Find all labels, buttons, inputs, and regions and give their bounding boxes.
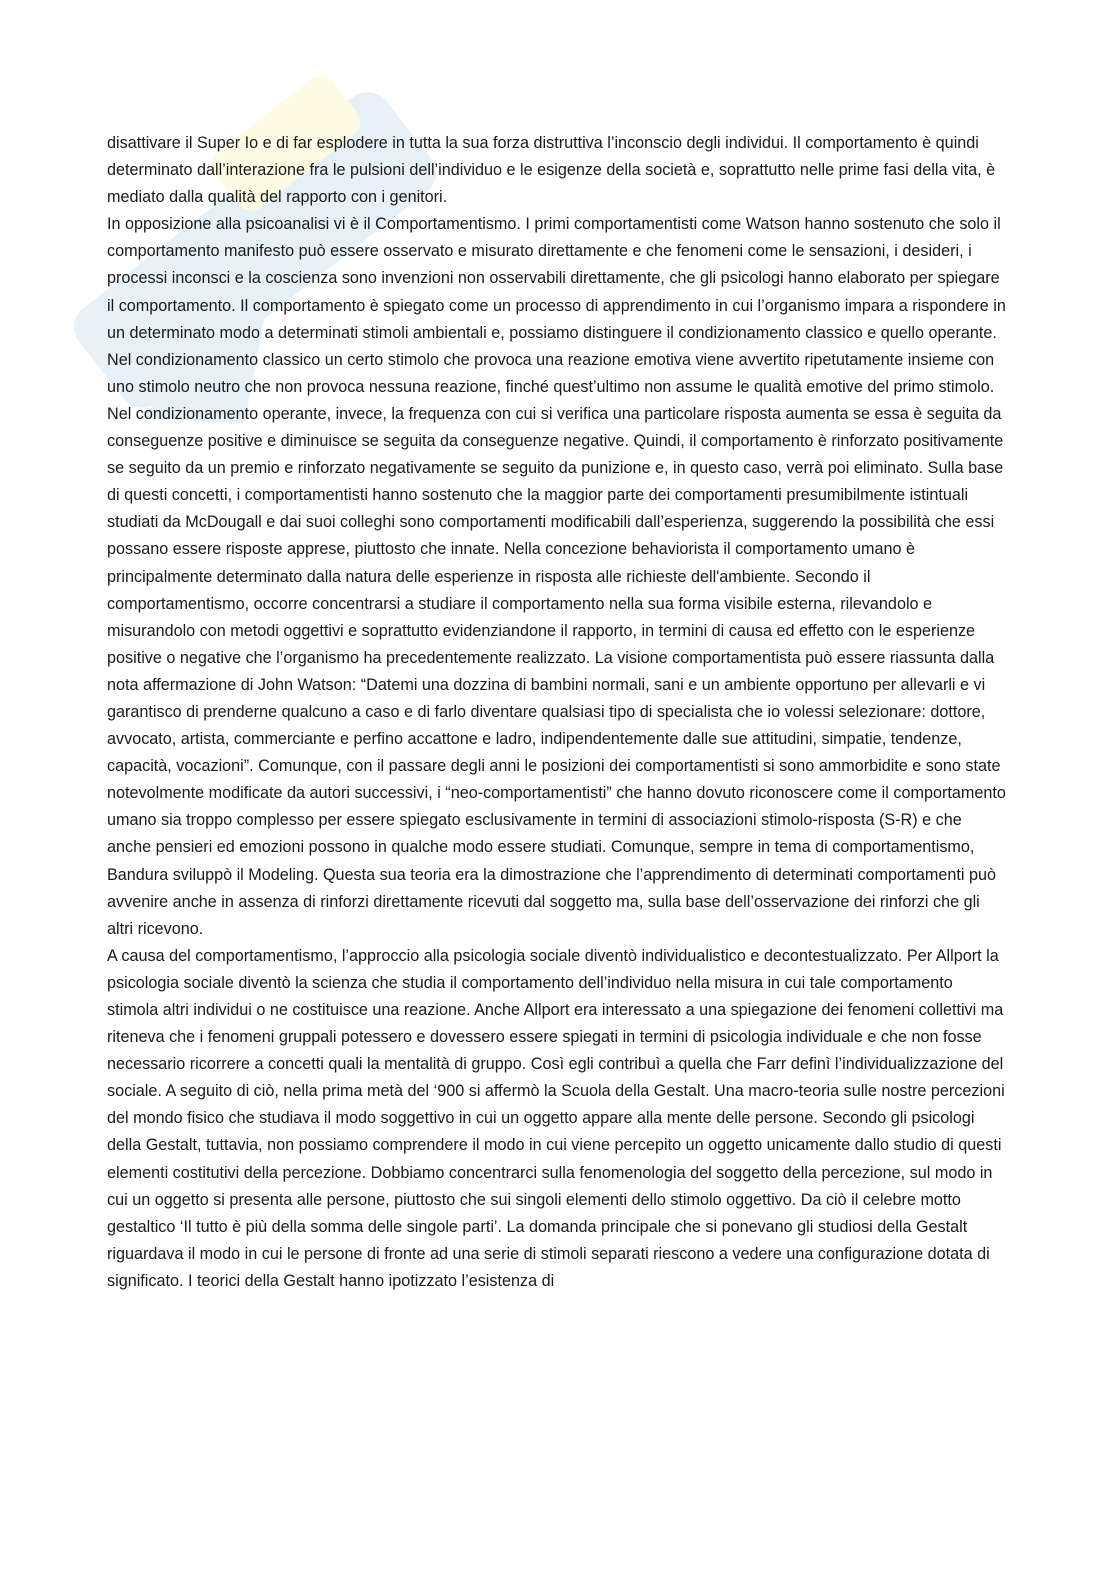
document-body xyxy=(107,130,1007,1295)
paragraph-3: A causa del comportamentismo, l’approccio alla psicologia sociale diventò individualistico e decontestualizzato. Per Allport la psicologia sociale diventò la scienza che studia il comportamento dell’individuo nella misura in cui tale comportamento stimola altri individui o ne costituisce una reazione. Anche Allport era interessato a una spiegazione dei fenomeni collettivi ma riteneva che i fenomeni gruppali potessero e dovessero essere spiegati in termini di psicologia individuale e che non fosse necessario ricorrere a concetti quali la mentalità di gruppo. Così egli contribuì a quella che Farr definì l’individualizzazione del sociale. A seguito di ciò, nella prima metà del ‘900 si affermò la Scuola della Gestalt. Una macro-teoria sulle nostre percezioni del mondo fisico che studiava il modo soggettivo in cui un oggetto appare alla mente delle persone. Secondo gli psicologi della Gestalt, tuttavia, non possiamo comprendere il modo in cui viene percepito un oggetto unicamente dallo studio di questi elementi costitutivi della percezione. Dobbiamo concentrarci sulla fenomenologia del soggetto della percezione, sul modo in cui un oggetto si presenta alle persone, piuttosto che sui singoli elementi dello stimolo oggettivo. Da ciò il celebre motto gestaltico ‘Il tutto è più della somma delle singole parti’. La domanda principale che si ponevano gli studiosi della Gestalt riguardava il modo in cui le persone di fronte ad una serie di stimoli separati riescono a vedere una configurazione dotata di significato. I teorici della Gestalt hanno ipotizzato l’esistenza di xyxy=(107,946,1005,1290)
paragraph-1: disattivare il Super Io e di far esplodere in tutta la sua forza distruttiva l’inconscio degli individui. Il comportamento è quindi determinato dall’interazione fra le pulsioni dell’individuo e le esigenze della società e, soprattutto nelle prime fasi della vita, è mediato dalla qualità del rapporto con i genitori. xyxy=(107,134,996,207)
paragraph-2: In opposizione alla psicoanalisi vi è il Comportamentismo. I primi comportamentisti come Watson hanno sostenuto che solo il comportamento manifesto può essere osservato e misurato direttamente e che fenomeni come le sensazioni, i desideri, i processi inconsci e la coscienza sono invenzioni non osservabili direttamente, che gli psicologi hanno elaborato per spiegare il comportamento. Il comportamento è spiegato come un processo di apprendimento in cui l’organismo impara a rispondere in un determinato modo a determinati stimoli ambientali e, possiamo distinguere il condizionamento classico e quello operante. Nel condizionamento classico un certo stimolo che provoca una reazione emotiva viene avvertito ripetutamente insieme con uno stimolo neutro che non provoca nessuna reazione, finché quest’ultimo non assume le qualità emotive del primo stimolo. Nel condizionamento operante, invece, la frequenza con cui si verifica una particolare risposta aumenta se essa è seguita da conseguenze positive e diminuisce se seguita da conseguenze negative. Quindi, il comportamento è rinforzato positivamente se seguito da un premio e rinforzato negativamente se seguito da punizione e, in questo caso, verrà poi eliminato. Sulla base di questi concetti, i comportamentisti hanno sostenuto che la maggior parte dei comportamenti presumibilmente istintuali studiati da McDougall e dai suoi colleghi sono comportamenti modificabili dall’esperienza, suggerendo la possibilità che essi possano essere risposte apprese, piuttosto che innate. Nella concezione behaviorista il comportamento umano è principalmente determinato dalla natura delle esperienze in risposta alle richieste dell'ambiente. Secondo il comportamentismo, occorre concentrarsi a studiare il comportamento nella sua forma visibile esterna, rilevandolo e misurandolo con metodi oggettivi e soprattutto evidenziandone il rapporto, in termini di causa ed effetto con le esperienze positive o negative che l’organismo ha precedentemente realizzato. La visione comportamentista può essere riassunta dalla nota affermazione di John Watson: “Datemi una dozzina di bambini normali, sani e un ambiente opportuno per allevarli e vi garantisco di prenderne qualcuno a caso e di farlo diventare qualsiasi tipo di specialista che io volessi selezionare: dottore, avvocato, artista, commerciante e perfino accattone e ladro, indipendentemente dalle sue attitudini, simpatie, tendenze, capacità, vocazioni”. Comunque, con il passare degli anni le posizioni dei comportamentisti si sono ammorbidite e sono state notevolmente modificate da autori successivi, i “neo-comportamentisti” che hanno dovuto riconoscere come il comportamento umano sia troppo complesso per essere spiegato esclusivamente in termini di associazioni stimolo-risposta (S-R) e che anche pensieri ed emozioni possono in qualche modo essere studiati. Comunque, sempre in tema di comportamentismo, Bandura sviluppò il Modeling. Questa sua teoria era la dimostrazione che l’apprendimento di determinati comportamenti può avvenire anche in assenza di rinforzi direttamente ricevuti dal soggetto ma, sulla base dell’osservazione dei rinforzi che gli altri ricevono. xyxy=(107,215,1006,938)
